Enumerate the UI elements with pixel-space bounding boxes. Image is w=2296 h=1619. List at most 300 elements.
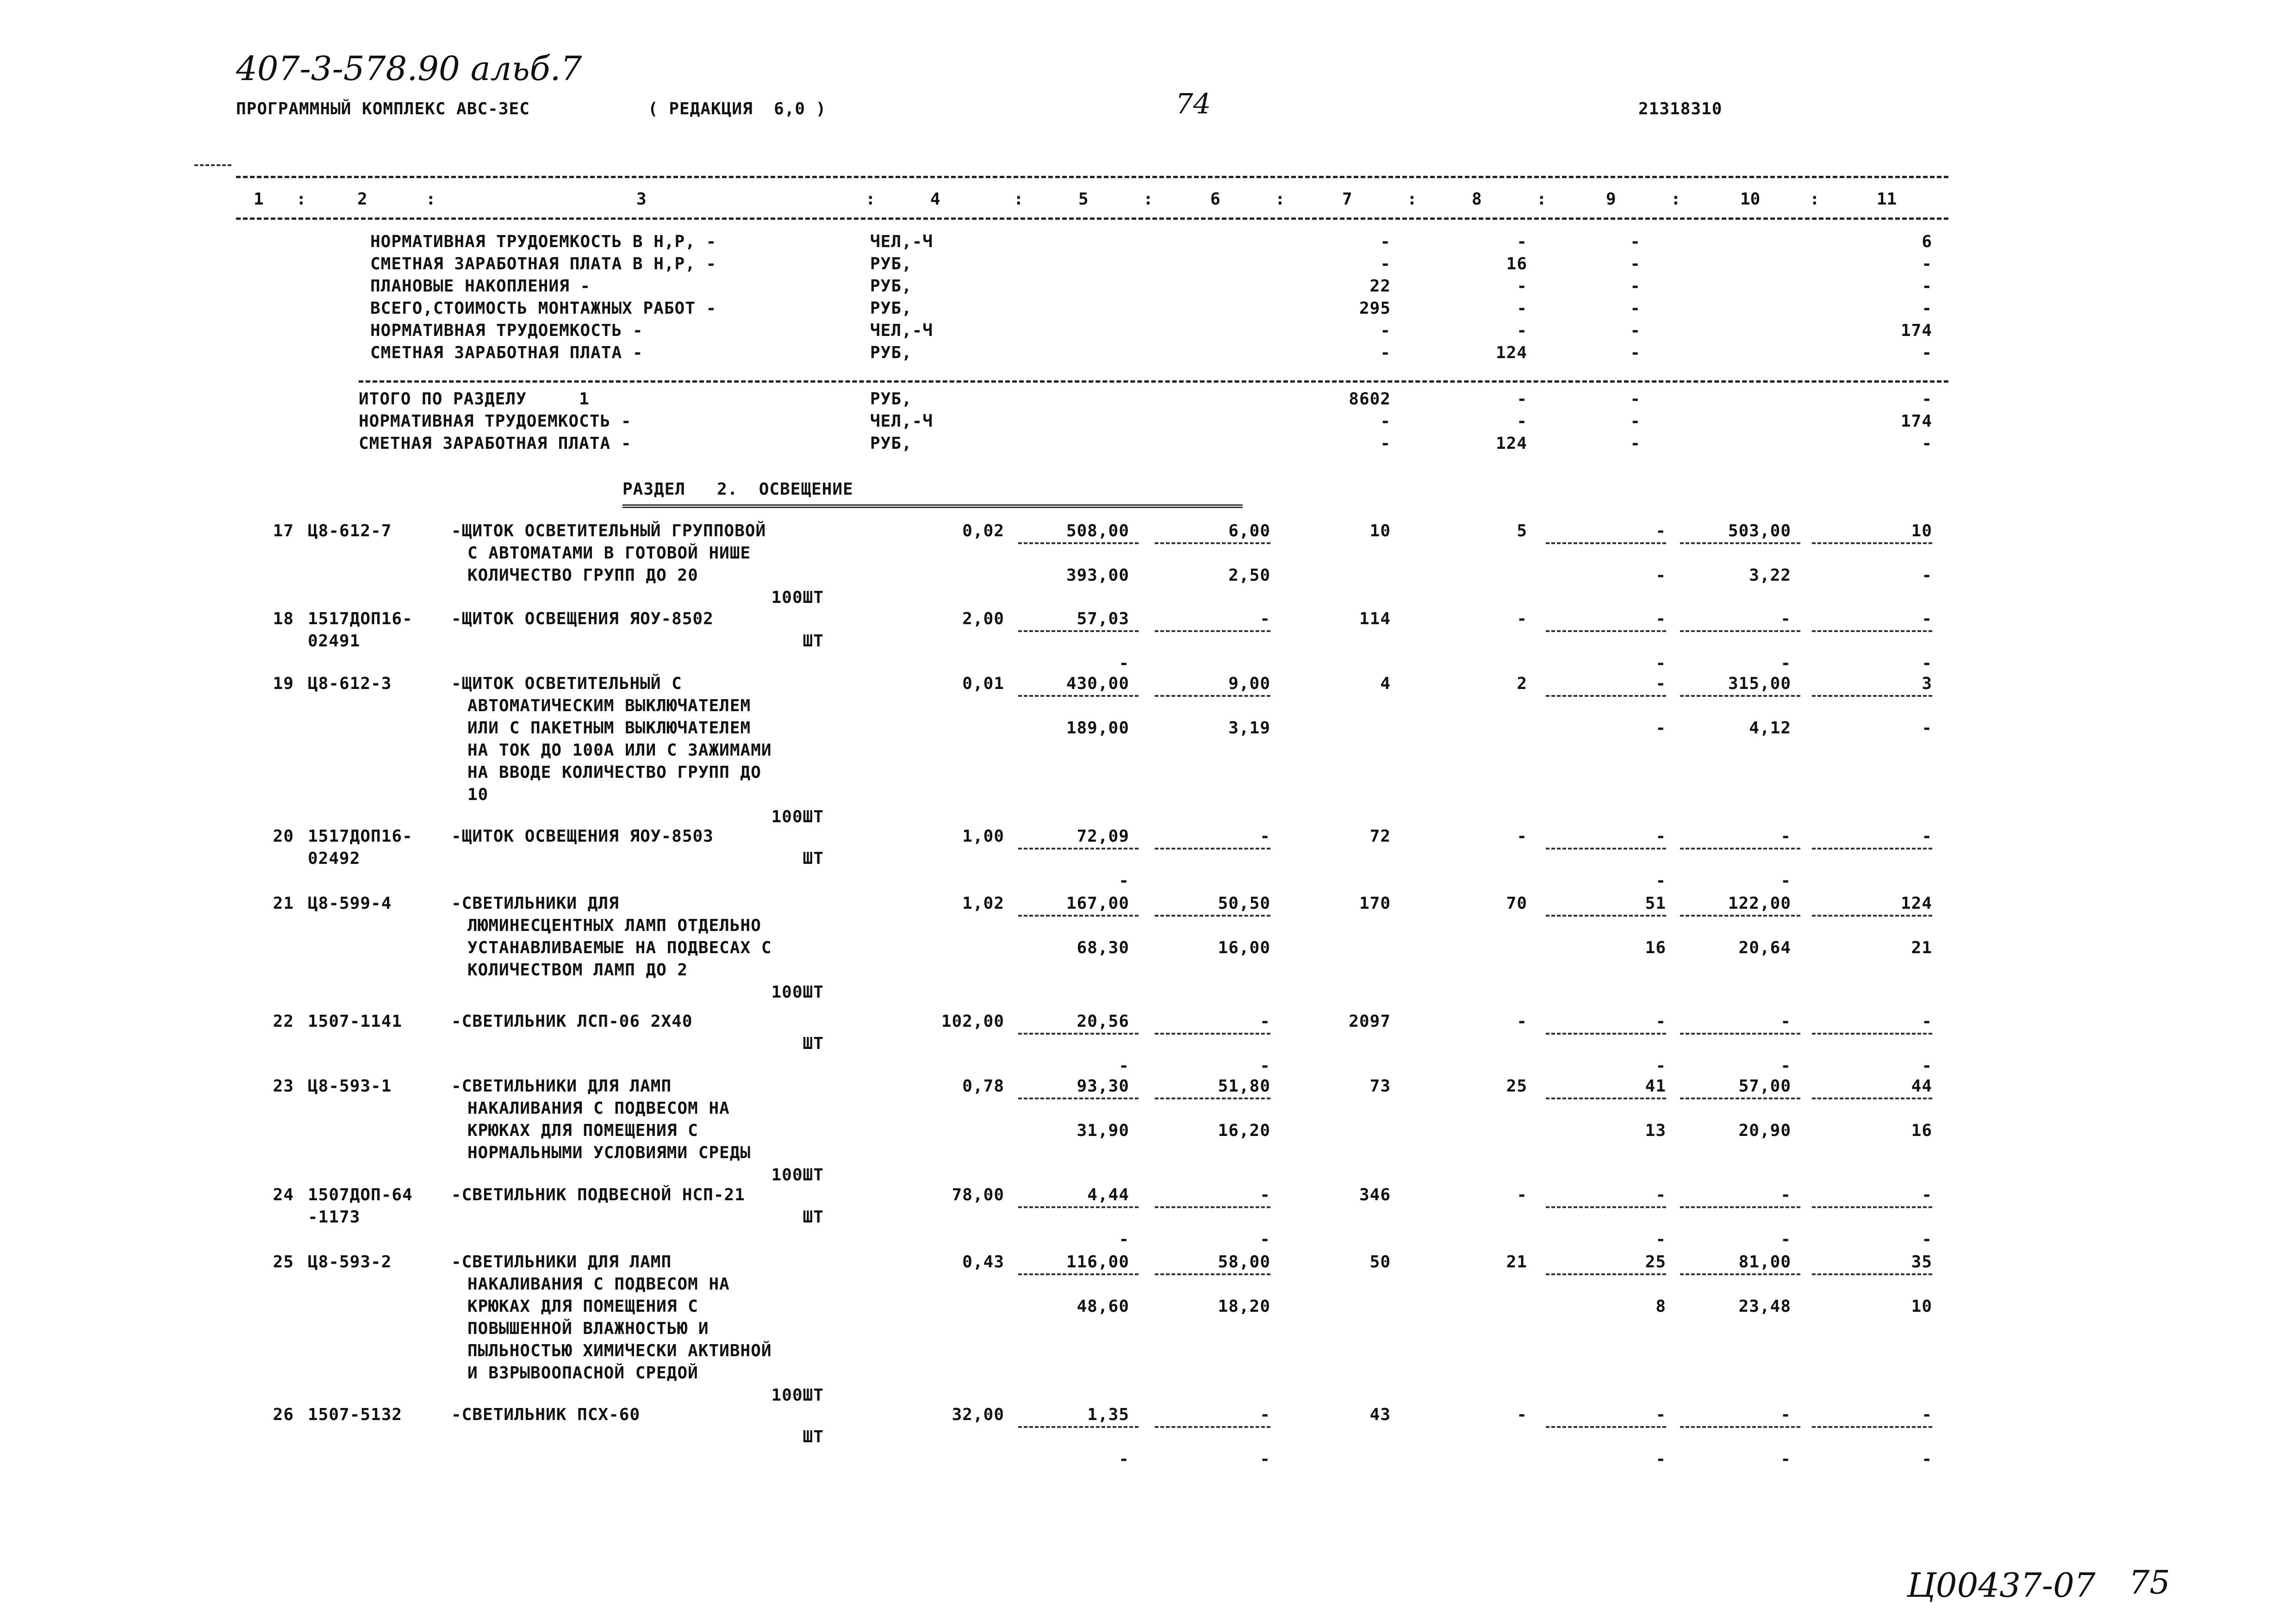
summary-col7: -: [1380, 254, 1391, 273]
cell-underline: [1546, 1033, 1666, 1035]
summary-label: СМЕТНАЯ ЗАРАБОТНАЯ ПЛАТА -: [370, 343, 643, 362]
cell-underline: [1155, 630, 1270, 632]
item-total-wage: -: [1517, 609, 1527, 628]
cell-underline: [1680, 1426, 1800, 1428]
item-col11-sub: -: [1922, 1450, 1932, 1469]
handwritten-reference: 407-3-578.90 альб.7: [236, 49, 582, 88]
item-col9-sub: 8: [1655, 1297, 1666, 1316]
col-header-7: 7: [1342, 190, 1352, 209]
col-sep: :: [865, 190, 876, 209]
item-quantity: 102,00: [941, 1012, 1004, 1031]
item-description: НА ТОК ДО 100А ИЛИ С ЗАЖИМАМИ: [467, 741, 772, 760]
item-unit-cost-sub: 68,30: [1076, 938, 1129, 957]
item-col11: -: [1922, 1185, 1932, 1204]
document-code: 21318310: [1638, 99, 1723, 118]
summary-col9: -: [1630, 390, 1641, 409]
item-col10-sub: -: [1780, 654, 1791, 673]
item-code: Ц8-599-4: [308, 894, 392, 913]
item-wage-cost: -: [1260, 609, 1270, 628]
item-col10: 81,00: [1738, 1253, 1791, 1272]
item-total-cost: 114: [1359, 609, 1391, 628]
item-col10-sub: -: [1780, 871, 1791, 890]
item-col10-sub: -: [1780, 1450, 1791, 1469]
col-header-9: 9: [1606, 190, 1616, 209]
item-code: Ц8-612-7: [308, 521, 392, 540]
item-description: НА ВВОДЕ КОЛИЧЕСТВО ГРУПП ДО: [467, 763, 761, 782]
col-header-4: 4: [930, 190, 940, 209]
col-header-1: 1: [254, 190, 264, 209]
summary-col11: -: [1922, 254, 1932, 273]
item-total-wage: 25: [1506, 1077, 1527, 1096]
summary-col7: -: [1380, 434, 1391, 453]
item-total-wage: -: [1517, 1185, 1527, 1204]
item-col10: 122,00: [1728, 894, 1791, 913]
item-description: -ЩИТОК ОСВЕЩЕНИЯ ЯОУ-8503: [451, 827, 714, 846]
summary-col8: 16: [1506, 254, 1527, 273]
cell-underline: [1680, 1206, 1800, 1208]
item-unit-cost-sub: -: [1119, 1230, 1129, 1249]
item-total-cost: 4: [1380, 674, 1391, 693]
handwritten-bottom-reference: Ц00437-07: [1907, 1566, 2096, 1605]
col-header-8: 8: [1472, 190, 1482, 209]
item-unit-cost-sub: 48,60: [1076, 1297, 1129, 1316]
item-unit: 100ШТ: [771, 807, 824, 826]
item-total-cost: 72: [1369, 827, 1391, 846]
summary-unit: РУБ,: [870, 277, 912, 296]
item-wage-cost-sub: 2,50: [1228, 566, 1270, 585]
item-col11: 10: [1911, 521, 1932, 540]
item-unit: ШТ: [803, 632, 824, 651]
cell-underline: [1812, 1426, 1932, 1428]
summary-col8: -: [1517, 299, 1527, 318]
item-col9: -: [1655, 1012, 1666, 1031]
summary-col8: 124: [1495, 434, 1527, 453]
summary-label: СМЕТНАЯ ЗАРАБОТНАЯ ПЛАТА -: [359, 434, 632, 453]
item-col10: 503,00: [1728, 521, 1791, 540]
cell-underline: [1018, 848, 1139, 850]
item-col9: -: [1655, 1185, 1666, 1204]
item-wage-cost-sub: 16,20: [1218, 1121, 1270, 1140]
col-sep: :: [1014, 190, 1024, 209]
item-quantity: 0,78: [962, 1077, 1004, 1096]
summary-col11: -: [1922, 277, 1932, 296]
col-header-10: 10: [1740, 190, 1761, 209]
item-total-wage: -: [1517, 827, 1527, 846]
item-total-cost: 10: [1369, 521, 1391, 540]
item-unit-cost-sub: -: [1119, 654, 1129, 673]
item-total-wage: 70: [1506, 894, 1527, 913]
cell-underline: [1812, 1098, 1932, 1099]
col-sep: :: [1275, 190, 1285, 209]
item-col10-sub: -: [1780, 1230, 1791, 1249]
col-sep: :: [296, 190, 306, 209]
item-description: С АВТОМАТАМИ В ГОТОВОЙ НИШЕ: [467, 544, 751, 563]
item-wage-cost-sub: 16,00: [1218, 938, 1270, 957]
item-total-cost: 170: [1359, 894, 1391, 913]
item-description: -СВЕТИЛЬНИК ПОДВЕСНОЙ НСП-21: [451, 1185, 745, 1204]
top-rule: [194, 164, 231, 166]
item-quantity: 78,00: [952, 1185, 1004, 1204]
item-col11-sub: 10: [1911, 1297, 1932, 1316]
summary-col7: -: [1380, 321, 1391, 340]
cell-underline: [1155, 915, 1270, 917]
item-description: НАКАЛИВАНИЯ С ПОДВЕСОМ НА: [467, 1275, 730, 1294]
col-header-3: 3: [636, 190, 647, 209]
summary-unit: РУБ,: [870, 343, 912, 362]
cell-underline: [1155, 1206, 1270, 1208]
item-unit-cost: 167,00: [1066, 894, 1129, 913]
item-unit: 100ШТ: [771, 1166, 824, 1185]
summary-col9: -: [1630, 232, 1641, 251]
item-unit-cost-sub: -: [1119, 1056, 1129, 1075]
summary-label: НОРМАТИВНАЯ ТРУДОЕМКОСТЬ -: [370, 321, 643, 340]
item-col9-sub: 13: [1645, 1121, 1666, 1140]
summary-col8: -: [1517, 277, 1527, 296]
cell-underline: [1018, 542, 1139, 544]
item-col11-sub: -: [1922, 1056, 1932, 1075]
item-wage-cost-sub: -: [1260, 1450, 1270, 1469]
summary-label: ВСЕГО,СТОИМОСТЬ МОНТАЖНЫХ РАБОТ -: [370, 299, 717, 318]
summary-col11: 174: [1900, 412, 1932, 431]
item-col9: 25: [1645, 1253, 1666, 1272]
item-unit-cost: 4,44: [1087, 1185, 1129, 1204]
item-unit: ШТ: [803, 1208, 824, 1227]
cell-underline: [1680, 1033, 1800, 1035]
cell-underline: [1812, 630, 1932, 632]
item-unit-cost: 1,35: [1087, 1405, 1129, 1424]
item-unit-cost: 430,00: [1066, 674, 1129, 693]
item-number: 22: [273, 1012, 294, 1031]
cell-underline: [1680, 915, 1800, 917]
item-wage-cost: -: [1260, 1185, 1270, 1204]
item-col10: -: [1780, 609, 1791, 628]
item-col11-sub: -: [1922, 566, 1932, 585]
cell-underline: [1155, 1426, 1270, 1428]
item-quantity: 0,43: [962, 1253, 1004, 1272]
item-col9: -: [1655, 674, 1666, 693]
item-code: 1507ДОП-64: [308, 1185, 413, 1204]
cell-underline: [1812, 542, 1932, 544]
summary-col11: -: [1922, 390, 1932, 409]
cell-underline: [1155, 848, 1270, 850]
item-description: -ЩИТОК ОСВЕТИТЕЛЬНЫЙ С: [451, 674, 682, 693]
col-sep: :: [426, 190, 436, 209]
summary-unit: ЧЕЛ,-Ч: [870, 232, 933, 251]
item-col9-sub: -: [1655, 719, 1666, 738]
item-col9: -: [1655, 827, 1666, 846]
cell-underline: [1018, 1098, 1139, 1099]
item-col10-sub: -: [1780, 1056, 1791, 1075]
cell-underline: [1018, 1206, 1139, 1208]
summary-col9: -: [1630, 299, 1641, 318]
item-description: КРЮКАХ ДЛЯ ПОМЕЩЕНИЯ С: [467, 1297, 698, 1316]
item-description: 10: [467, 785, 489, 804]
item-number: 23: [273, 1077, 294, 1096]
item-description: АВТОМАТИЧЕСКИМ ВЫКЛЮЧАТЕЛЕМ: [467, 696, 751, 715]
item-description: КРЮКАХ ДЛЯ ПОМЕЩЕНИЯ С: [467, 1121, 698, 1140]
summary-label: СМЕТНАЯ ЗАРАБОТНАЯ ПЛАТА В Н,Р, -: [370, 254, 717, 273]
col-header-11: 11: [1877, 190, 1897, 209]
item-unit-cost: 72,09: [1076, 827, 1129, 846]
item-col11: 124: [1900, 894, 1932, 913]
item-col10: -: [1780, 1405, 1791, 1424]
item-col11: 44: [1911, 1077, 1932, 1096]
item-total-wage: 2: [1517, 674, 1527, 693]
summary-col11: -: [1922, 434, 1932, 453]
item-code-cont: -1173: [308, 1208, 361, 1227]
item-description: КОЛИЧЕСТВО ГРУПП ДО 20: [467, 566, 698, 585]
item-number: 25: [273, 1253, 294, 1272]
cell-underline: [1155, 695, 1270, 697]
item-col9: 51: [1645, 894, 1666, 913]
summary-col8: -: [1517, 412, 1527, 431]
item-col9: -: [1655, 521, 1666, 540]
item-total-cost: 43: [1369, 1405, 1391, 1424]
cell-underline: [1155, 1098, 1270, 1099]
column-header-row: [0, 190, 2296, 210]
item-code: 1507-5132: [308, 1405, 403, 1424]
item-description: ПОВЫШЕННОЙ ВЛАЖНОСТЬЮ И: [467, 1319, 709, 1338]
item-unit: ШТ: [803, 849, 824, 868]
cell-underline: [1680, 1273, 1800, 1275]
item-col10: -: [1780, 827, 1791, 846]
summary-col11: 6: [1922, 232, 1932, 251]
item-col11: -: [1922, 827, 1932, 846]
item-total-cost: 50: [1369, 1253, 1391, 1272]
cell-underline: [1680, 542, 1800, 544]
summary-unit: РУБ,: [870, 299, 912, 318]
item-code: 1507-1141: [308, 1012, 403, 1031]
item-wage-cost: -: [1260, 1405, 1270, 1424]
header-bottom-rule: [236, 217, 1948, 220]
summary-separator: [359, 380, 1948, 383]
section-underline: [622, 504, 1243, 508]
item-col11-sub: 16: [1911, 1121, 1932, 1140]
summary-col7: 8602: [1349, 390, 1391, 409]
cell-underline: [1680, 695, 1800, 697]
summary-unit: РУБ,: [870, 434, 912, 453]
item-col9-sub: -: [1655, 566, 1666, 585]
cell-underline: [1812, 1033, 1932, 1035]
item-col9-sub: -: [1655, 654, 1666, 673]
handwritten-bottom-page: 75: [2129, 1563, 2171, 1601]
item-description: НАКАЛИВАНИЯ С ПОДВЕСОМ НА: [467, 1099, 730, 1118]
item-quantity: 32,00: [952, 1405, 1004, 1424]
item-col10-sub: 3,22: [1749, 566, 1791, 585]
cell-underline: [1812, 1206, 1932, 1208]
item-col9-sub: 16: [1645, 938, 1666, 957]
item-wage-cost-sub: -: [1260, 1056, 1270, 1075]
cell-underline: [1812, 915, 1932, 917]
summary-col7: -: [1380, 412, 1391, 431]
item-total-cost: 346: [1359, 1185, 1391, 1204]
summary-unit: ЧЕЛ,-Ч: [870, 321, 933, 340]
item-code-cont: 02491: [308, 632, 361, 651]
cell-underline: [1018, 630, 1139, 632]
item-wage-cost: -: [1260, 1012, 1270, 1031]
cell-underline: [1546, 1426, 1666, 1428]
col-header-6: 6: [1210, 190, 1220, 209]
item-number: 20: [273, 827, 294, 846]
col-sep: :: [1407, 190, 1417, 209]
item-unit-cost: 93,30: [1076, 1077, 1129, 1096]
item-col11: 35: [1911, 1253, 1932, 1272]
cell-underline: [1546, 915, 1666, 917]
item-description: -ЩИТОК ОСВЕЩЕНИЯ ЯОУ-8502: [451, 609, 714, 628]
item-code: 1517ДОП16-: [308, 609, 413, 628]
item-code: Ц8-593-1: [308, 1077, 392, 1096]
edition-label: ( РЕДАКЦИЯ 6,0 ): [648, 99, 827, 118]
item-unit-cost-sub: -: [1119, 1450, 1129, 1469]
item-unit-cost-sub: -: [1119, 871, 1129, 890]
item-col9: -: [1655, 609, 1666, 628]
cell-underline: [1018, 1033, 1139, 1035]
item-col10-sub: 20,90: [1738, 1121, 1791, 1140]
item-description: ИЛИ С ПАКЕТНЫМ ВЫКЛЮЧАТЕЛЕМ: [467, 719, 751, 738]
cell-underline: [1546, 848, 1666, 850]
summary-col9: -: [1630, 321, 1641, 340]
item-wage-cost: 50,50: [1218, 894, 1270, 913]
item-total-wage: -: [1517, 1012, 1527, 1031]
item-unit: ШТ: [803, 1427, 824, 1446]
cell-underline: [1155, 1273, 1270, 1275]
item-number: 24: [273, 1185, 294, 1204]
cell-underline: [1812, 848, 1932, 850]
item-wage-cost: 51,80: [1218, 1077, 1270, 1096]
cell-underline: [1155, 542, 1270, 544]
item-code: Ц8-612-3: [308, 674, 392, 693]
item-wage-cost-sub: 18,20: [1218, 1297, 1270, 1316]
summary-col9: -: [1630, 434, 1641, 453]
cell-underline: [1680, 848, 1800, 850]
item-description: -ЩИТОК ОСВЕТИТЕЛЬНЫЙ ГРУППОВОЙ: [451, 521, 766, 540]
item-wage-cost: 9,00: [1228, 674, 1270, 693]
item-quantity: 1,02: [962, 894, 1004, 913]
summary-col11: -: [1922, 343, 1932, 362]
item-unit-cost: 57,03: [1076, 609, 1129, 628]
item-col10: 57,00: [1738, 1077, 1791, 1096]
item-total-cost: 2097: [1349, 1012, 1391, 1031]
summary-col8: -: [1517, 390, 1527, 409]
item-col11: -: [1922, 1012, 1932, 1031]
summary-col8: -: [1517, 321, 1527, 340]
section-title: РАЗДЕЛ 2. ОСВЕЩЕНИЕ: [622, 480, 853, 499]
item-col9-sub: -: [1655, 1230, 1666, 1249]
summary-label: ИТОГО ПО РАЗДЕЛУ 1: [359, 390, 590, 409]
item-unit-cost-sub: 189,00: [1066, 719, 1129, 738]
summary-col9: -: [1630, 412, 1641, 431]
cell-underline: [1155, 1033, 1270, 1035]
cell-underline: [1546, 542, 1666, 544]
summary-col7: 22: [1369, 277, 1391, 296]
item-col9-sub: -: [1655, 1056, 1666, 1075]
cell-underline: [1546, 1206, 1666, 1208]
item-total-wage: -: [1517, 1405, 1527, 1424]
summary-col8: -: [1517, 232, 1527, 251]
item-number: 26: [273, 1405, 294, 1424]
summary-col11: -: [1922, 299, 1932, 318]
cell-underline: [1812, 695, 1932, 697]
item-col10-sub: 23,48: [1738, 1297, 1791, 1316]
item-code: 1517ДОП16-: [308, 827, 413, 846]
item-col11-sub: 21: [1911, 938, 1932, 957]
item-col11: 3: [1922, 674, 1932, 693]
cell-underline: [1546, 1273, 1666, 1275]
item-col11-sub: -: [1922, 1230, 1932, 1249]
item-wage-cost: 6,00: [1228, 521, 1270, 540]
col-sep: :: [1143, 190, 1153, 209]
item-wage-cost: 58,00: [1218, 1253, 1270, 1272]
item-number: 18: [273, 609, 294, 628]
summary-label: НОРМАТИВНАЯ ТРУДОЕМКОСТЬ В Н,Р, -: [370, 232, 717, 251]
item-unit: 100ШТ: [771, 983, 824, 1002]
summary-unit: РУБ,: [870, 254, 912, 273]
summary-col7: -: [1380, 343, 1391, 362]
col-sep: :: [1537, 190, 1547, 209]
cell-underline: [1018, 695, 1139, 697]
item-number: 19: [273, 674, 294, 693]
item-description: И ВЗРЫВООПАСНОЙ СРЕДОЙ: [467, 1364, 698, 1383]
item-col10: -: [1780, 1185, 1791, 1204]
item-col9: -: [1655, 1405, 1666, 1424]
summary-unit: ЧЕЛ,-Ч: [870, 412, 933, 431]
col-header-2: 2: [357, 190, 367, 209]
item-description: УСТАНАВЛИВАЕМЫЕ НА ПОДВЕСАХ С: [467, 938, 772, 957]
summary-col11: 174: [1900, 321, 1932, 340]
item-wage-cost: -: [1260, 827, 1270, 846]
item-unit: 100ШТ: [771, 1386, 824, 1405]
summary-label: НОРМАТИВНАЯ ТРУДОЕМКОСТЬ -: [359, 412, 632, 431]
item-unit-cost-sub: 31,90: [1076, 1121, 1129, 1140]
item-wage-cost-sub: -: [1260, 1230, 1270, 1249]
item-description: НОРМАЛЬНЫМИ УСЛОВИЯМИ СРЕДЫ: [467, 1143, 751, 1162]
item-unit-cost-sub: 393,00: [1066, 566, 1129, 585]
item-unit-cost: 20,56: [1076, 1012, 1129, 1031]
summary-col8: 124: [1495, 343, 1527, 362]
item-unit-cost: 508,00: [1066, 521, 1129, 540]
item-description: -СВЕТИЛЬНИКИ ДЛЯ: [451, 894, 619, 913]
item-description: КОЛИЧЕСТВОМ ЛАМП ДО 2: [467, 961, 688, 980]
item-wage-cost-sub: 3,19: [1228, 719, 1270, 738]
item-col9-sub: -: [1655, 871, 1666, 890]
item-description: ПЫЛЬНОСТЬЮ ХИМИЧЕСКИ АКТИВНОЙ: [467, 1341, 772, 1360]
col-sep: :: [1671, 190, 1681, 209]
item-col11: -: [1922, 609, 1932, 628]
item-number: 21: [273, 894, 294, 913]
item-total-wage: 21: [1506, 1253, 1527, 1272]
item-description: -СВЕТИЛЬНИКИ ДЛЯ ЛАМП: [451, 1077, 672, 1096]
item-code: Ц8-593-2: [308, 1253, 392, 1272]
item-total-cost: 73: [1369, 1077, 1391, 1096]
cell-underline: [1680, 1098, 1800, 1099]
item-description: -СВЕТИЛЬНИК ЛСП-06 2Х40: [451, 1012, 693, 1031]
item-col10: 315,00: [1728, 674, 1791, 693]
item-col9: 41: [1645, 1077, 1666, 1096]
summary-unit: РУБ,: [870, 390, 912, 409]
item-description: -СВЕТИЛЬНИК ПСХ-60: [451, 1405, 641, 1424]
item-col11-sub: -: [1922, 654, 1932, 673]
summary-col9: -: [1630, 254, 1641, 273]
summary-col9: -: [1630, 277, 1641, 296]
summary-col9: -: [1630, 343, 1641, 362]
summary-col7: 295: [1359, 299, 1391, 318]
item-description: ЛЮМИНЕСЦЕНТНЫХ ЛАМП ОТДЕЛЬНО: [467, 916, 761, 935]
item-unit-cost: 116,00: [1066, 1253, 1129, 1272]
item-unit: ШТ: [803, 1034, 824, 1053]
item-quantity: 1,00: [962, 827, 1004, 846]
item-quantity: 2,00: [962, 609, 1004, 628]
item-unit: 100ШТ: [771, 588, 824, 607]
